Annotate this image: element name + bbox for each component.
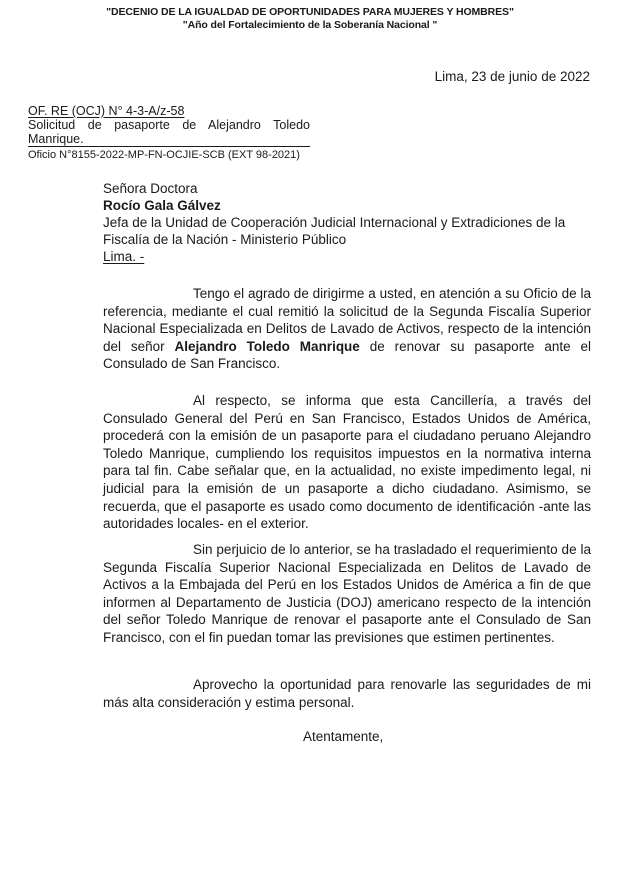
body-paragraph-1: [103, 285, 591, 373]
person-name-bold: Alejandro Toledo Manrique: [174, 338, 360, 354]
salutation: Señora Doctora: [103, 181, 198, 196]
body-paragraph-3: Sin perjuicio de lo anterior, se ha trasladado el requerimiento de la Segunda Fiscalía Superior Nacional Especializada en Delitos de Lavado de Activos a la Embajada del Perú en los Estados Unidos de América a fin de que informen al Departamento de Justicia (DOJ) americano respecto de la intención del señor Toledo Manrique de renovar el pasaporte ante el Consulado de San Francisco, con el fin puedan tomar las previsiones que estimen pertinentes.: [103, 542, 591, 645]
reference-code: OF. RE (OCJ) N° 4-3-A/z-58: [28, 104, 185, 118]
closing-salutation: Atentamente,: [303, 729, 384, 744]
body-paragraph-4: Aprovecho la oportunidad para renovarle las seguridades de mi más alta consideración y estima personal.: [103, 677, 591, 710]
body-paragraph-2: Al respecto, se informa que esta Cancillería, a través del Consulado General del Perú en San Francisco, Estados Unidos de América, procederá con la emisión de un pasaporte para el ciudadano peruano Alejandro Toledo Manrique, cumpliendo los requisitos impuestos en la normativa interna para tal fin. Cabe señalar que, en la actualidad, no existe impedimento legal, ni judicial para la emisión de un pasaporte a dicho ciudadano. Asimismo, se recuerda, que el pasaporte es usado como documento de identificación -ante las autoridades locales- en el exterior.: [103, 393, 591, 532]
addressee-title: Jefa de la Unidad de Cooperación Judicial Internacional y Extradiciones de la Fiscalía de la Nación - Ministerio Público: [103, 215, 566, 247]
decade-motto: "DECENIO DE LA IGUALDAD DE OPORTUNIDADES PARA MUJERES Y HOMBRES": [106, 6, 514, 18]
paragraph-1-text-a: Tengo el agrado de dirigirme a usted, en atención a su Oficio de la referencia, mediante el cual remitió la solicitud de la Segunda Fiscalía Superior Nacional Especializada en Delitos de Lavado de Activos, respecto de la intención del señor: [103, 286, 591, 354]
letter-date: Lima, 23 de junio de 2022: [434, 69, 590, 84]
subject-line: Solicitud de pasaporte de Alejandro Toledo: [28, 118, 310, 132]
paragraph-1-text-b: de renovar su pasaporte ante el Consulado de San Francisco.: [103, 338, 591, 372]
reference-block: [28, 104, 318, 162]
addressee-block: [103, 180, 591, 265]
subject-line-continued: Manrique.: [28, 132, 310, 147]
document-header: [0, 6, 620, 32]
addressee-name: Rocío Gala Gálvez: [103, 198, 221, 213]
year-motto: "Año del Fortalecimiento de la Soberanía Nacional ": [182, 19, 438, 31]
oficio-reference: Oficio N°8155-2022-MP-FN-OCJIE-SCB (EXT 98-2021): [28, 149, 300, 161]
addressee-city: Lima. -: [103, 249, 145, 264]
